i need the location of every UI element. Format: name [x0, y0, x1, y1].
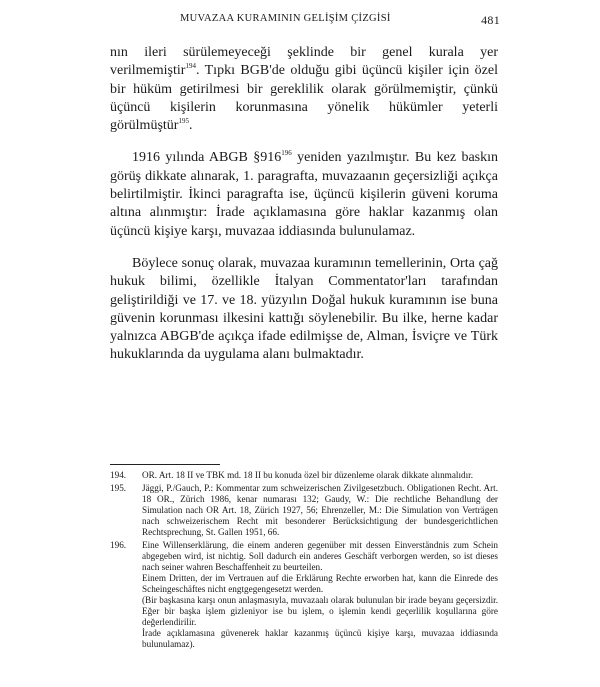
- paragraph-text: 1916 yılında ABGB §916: [132, 150, 282, 166]
- footnote-text: Eine Willenserklärung, die einem anderen gegenüber mit dessen Einverständnis zum Schein abgegeben wird, ist nichtig. Soll dadurch ein anderes Geschäft verborgen werden, so ist dieses nach seiner wahren Beschaffenheit zu beurteilen.: [142, 539, 498, 572]
- footnote-body: [142, 540, 498, 651]
- running-title: MUVAZAA KURAMININ GELİŞİM ÇİZGİSİ: [180, 13, 391, 24]
- footnote-body: [142, 483, 498, 538]
- paragraph-1: [110, 44, 498, 135]
- footnote-text: Einem Dritten, der im Vertrauen auf die Erklärung Rechte erworben hat, kann die Einrede des Scheingeschäftes nicht engtgegengesetzt werden.: [142, 572, 498, 594]
- footnote-text: (Bir başkasına karşı onun anlaşmasıyla, muvazaalı olarak bulunulan bir irade beyanı geçersizdir. Eğer bir başka işlem gizleniyor ise bu işlem, o işlemin kendi geçerlilik koşullarına göre değerlendirilir.: [142, 595, 498, 628]
- footnote-number: 195.: [110, 482, 127, 493]
- paragraph-text: .: [188, 118, 193, 134]
- paragraph-text: yeniden yazılmıştır. Bu kez baskın görüş dikkate alınarak, 1. paragrafta, muvazaanın geçersizliği açıkça belirtilmiştir. İkinci paragrafta ise, üçüncü kişilerin güveni koruma altına alınmıştır: İrade açıklamasına göre haklar kazanmış olan üçüncü kişiye karşı, muvazaa iddiasında bulunulamaz.: [110, 150, 498, 239]
- footnote-text: Jäggi, P./Gauch, P.: Kommentar zum schweizerischen Zivilgesetzbuch. Obligationen Recht. Art. 18 OR., Zürich 1986, kenar numarası 132; Gaudy, W.: Die rechtliche Behandlung der Simulation nach OR Art. 18, Zürich 1927, 56; Ehrenzeller, M.: Die Simulation von Verträgen nach schweizerischem Recht mit besonderer Berücksichtigung der bundesgerichtlichen Rechtsprechung, St. Gallen 1951, 66.: [142, 482, 498, 537]
- paragraph-text: . Tıpkı BGB'de olduğu gibi üçüncü kişiler için özel bir hüküm getirilmesi bir gereklilik olarak görülmemiştir, çünkü üçüncü kişilerin korunmasına yönelik hükümler yeterli görülmüştür: [110, 63, 498, 134]
- body-text: [110, 44, 498, 379]
- footnote-text: İrade açıklamasına güvenerek haklar kazanmış üçüncü kişiye karşı, muvazaa iddiasında bulunulamaz).: [142, 628, 498, 650]
- footnote-text: OR. Art. 18 II ve TBK md. 18 II bu konuda özel bir düzenleme olarak dikkate alınmalıdır.: [142, 470, 474, 480]
- paragraph-text: Böylece sonuç olarak, muvazaa kuramının temellerinin, Orta çağ hukuk bilimi, özellikle İtalyan Commentator'ları tarafından geliştirildiği ve 17. ve 18. yüzyılın Doğal hukuk kuramının ise buna güvenin korunması ilkesini kattığı söylenebilir. Bu ilke, herne kadar yalnızca ABGB'de açıkça ifade edilmişse de, Alman, İsviçre ve Türk hukuklarında da uygulama alanı bulmaktadır.: [110, 255, 498, 363]
- footnote-number: 194.: [110, 470, 127, 480]
- footnote-ref-194: 194: [185, 62, 196, 71]
- footnote-ref-195: 195: [178, 117, 189, 126]
- footnote-196: [110, 540, 498, 651]
- footnote-divider: [110, 464, 220, 465]
- footnote-number: 196.: [110, 539, 127, 550]
- footnotes: [110, 470, 498, 652]
- paragraph-3: [110, 255, 498, 365]
- footnote-194: [110, 470, 498, 481]
- page-number: 481: [481, 13, 500, 27]
- paragraph-text: nın ileri sürülemeyeceği şeklinde bir genel kurala yer verilmemiştir: [110, 45, 498, 79]
- paragraph-2: [110, 149, 498, 240]
- footnote-ref-196: 196: [281, 149, 292, 158]
- footnote-195: [110, 483, 498, 538]
- footnote-body: [142, 470, 498, 481]
